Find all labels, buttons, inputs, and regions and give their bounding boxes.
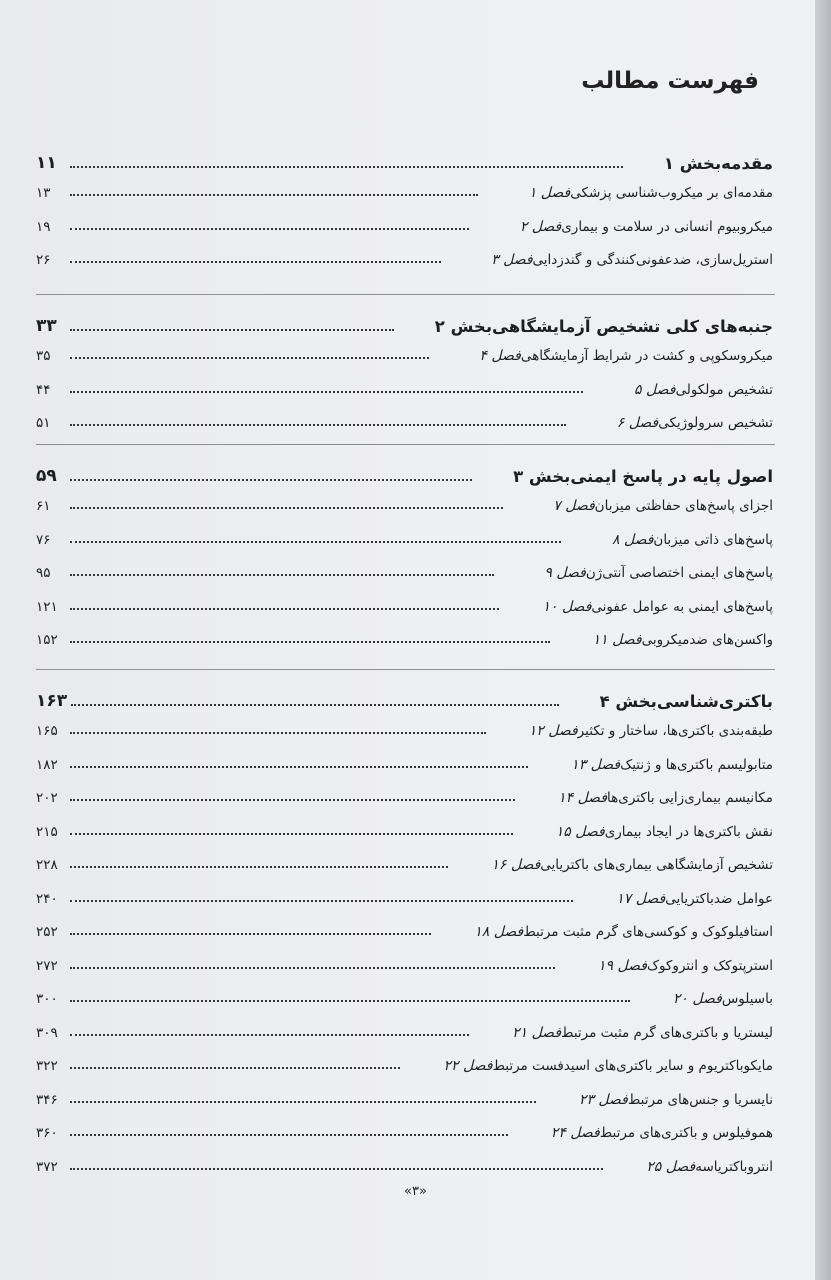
chapter-label-group — [587, 382, 775, 398]
chapter-page-number: ۳۲۲ — [36, 1058, 58, 1074]
dot-leader — [70, 329, 394, 331]
chapter-label-group — [570, 415, 775, 431]
chapter-label-group — [473, 219, 775, 235]
chapter-title: استریل‌سازی، ضدعفونی‌کنندگی و گندزدایی — [532, 252, 773, 268]
dot-leader — [70, 1134, 508, 1136]
chapter-entry[interactable] — [36, 1050, 775, 1074]
chapter-number: فصل ۷ — [553, 498, 595, 514]
dot-leader — [70, 900, 573, 902]
dot-leader — [70, 933, 431, 935]
toc-title: فهرست مطالب — [581, 68, 759, 94]
chapter-label-group — [473, 1025, 775, 1041]
section-separator — [36, 669, 775, 670]
chapter-title: پاسخ‌های ایمنی به عوامل عفونی — [591, 598, 773, 615]
chapter-page-number: ۱۵۲ — [36, 632, 58, 648]
dot-leader — [70, 608, 499, 610]
chapter-page-number: ۴۴ — [36, 381, 51, 398]
chapter-page-number: ۳۰۹ — [36, 1024, 58, 1041]
chapter-entry[interactable] — [36, 916, 775, 940]
dot-leader — [70, 866, 448, 868]
chapter-title: عوامل ضدباکتریایی — [665, 890, 773, 907]
chapter-number: فصل ۱ — [528, 185, 571, 201]
dot-leader — [70, 479, 472, 481]
chapter-entry[interactable] — [36, 816, 775, 840]
chapter-label-group — [577, 891, 775, 907]
dot-leader — [70, 574, 494, 576]
chapter-entry[interactable] — [36, 849, 775, 873]
part-label-group — [476, 467, 775, 486]
dot-leader — [70, 228, 469, 230]
chapter-label-group — [512, 1125, 775, 1141]
chapter-page-number: ۶۱ — [36, 498, 51, 514]
dot-leader — [70, 799, 515, 801]
chapter-entry[interactable] — [36, 340, 775, 364]
chapter-number: فصل ۲۵ — [646, 1158, 696, 1175]
chapter-number: فصل ۶ — [616, 415, 659, 431]
book-spine-shadow — [815, 0, 831, 1280]
chapter-number: فصل ۱۹ — [598, 957, 647, 974]
chapter-page-number: ۳۴۶ — [36, 1091, 58, 1108]
chapter-number: فصل ۹ — [544, 565, 586, 581]
dot-leader — [70, 166, 623, 168]
chapter-number: فصل ۲۳ — [578, 1091, 628, 1108]
chapter-title: پاسخ‌های ایمنی اختصاصی آنتی‌ژن — [585, 565, 773, 581]
chapter-entry[interactable] — [36, 591, 775, 615]
dot-leader — [70, 641, 550, 643]
chapter-title: نقش باکتری‌ها در ایجاد بیماری — [604, 823, 773, 840]
chapter-title: استافیلوکوک و کوکسی‌های گرم مثبت مرتبط — [523, 924, 773, 940]
dot-leader — [70, 1000, 630, 1002]
chapter-page-number: ۲۵۲ — [36, 924, 58, 940]
chapter-number: فصل ۱۸ — [474, 924, 524, 940]
part-page-number: ۳۳ — [36, 316, 57, 336]
chapter-title: مقدمه‌ای بر میکروب‌شناسی پزشکی — [570, 185, 773, 201]
chapter-number: فصل ۲ — [519, 218, 562, 235]
part-heading[interactable] — [36, 683, 775, 711]
chapter-label-group — [519, 790, 775, 806]
chapter-number: فصل ۱۳ — [571, 756, 621, 773]
dot-leader — [70, 507, 503, 509]
chapter-label-group — [532, 757, 775, 773]
part-number: بخش ۲ — [434, 317, 493, 336]
part-heading[interactable] — [36, 308, 775, 336]
dot-leader — [70, 357, 429, 359]
chapter-page-number: ۲۴۰ — [36, 890, 58, 907]
dot-leader — [70, 1067, 400, 1069]
chapter-label-group — [634, 991, 775, 1007]
part-number: بخش ۱ — [663, 154, 722, 173]
chapter-entry[interactable] — [36, 983, 775, 1007]
chapter-entry[interactable] — [36, 782, 775, 806]
chapter-label-group — [452, 857, 775, 873]
chapter-title: میکروبیوم انسانی در سلامت و بیماری — [561, 218, 773, 235]
chapter-page-number: ۷۶ — [36, 531, 51, 548]
chapter-entry[interactable] — [36, 1117, 775, 1141]
part-number: بخش ۳ — [513, 467, 571, 486]
chapter-entry[interactable] — [36, 177, 775, 201]
chapter-label-group — [498, 565, 775, 581]
chapter-number: فصل ۱۴ — [558, 790, 608, 806]
chapter-title: مایکوباکتریوم و سایر باکتری‌های اسیدفست مرتبط — [492, 1058, 773, 1074]
chapter-label-group — [482, 185, 775, 201]
dot-leader — [70, 1168, 603, 1170]
dot-leader — [70, 833, 513, 835]
chapter-page-number: ۳۵ — [36, 348, 51, 364]
chapter-title: باسیلوس — [721, 991, 773, 1007]
chapter-entry[interactable] — [36, 524, 775, 548]
chapter-title: استرپتوکک و انتروکوک — [646, 957, 773, 974]
chapter-label-group — [559, 958, 775, 974]
chapter-title: متابولیسم باکتری‌ها و ژنتیک — [620, 756, 773, 773]
chapter-title: هموفیلوس و باکتری‌های مرتبط — [599, 1125, 773, 1141]
dot-leader — [70, 541, 561, 543]
chapter-title: تشخیص آزمایشگاهی بیماری‌های باکتریایی — [540, 857, 773, 873]
section-separator — [36, 294, 775, 295]
chapter-label-group — [554, 632, 775, 648]
dot-leader — [70, 967, 555, 969]
chapter-page-number: ۲۰۲ — [36, 790, 58, 806]
chapter-label-group — [607, 1159, 775, 1175]
dot-leader — [70, 732, 486, 734]
chapter-entry[interactable] — [36, 407, 775, 431]
chapter-entry[interactable] — [36, 244, 775, 268]
chapter-number: فصل ۲۴ — [550, 1125, 600, 1141]
part-page-number: ۱۶۳ — [36, 691, 68, 711]
chapter-label-group — [507, 498, 775, 514]
chapter-title: تشخیص مولکولی — [675, 381, 773, 398]
chapter-entry[interactable] — [36, 211, 775, 235]
chapter-number: فصل ۵ — [634, 381, 676, 398]
dot-leader — [70, 261, 441, 263]
chapter-page-number: ۲۶ — [36, 252, 51, 268]
chapter-entry[interactable] — [36, 624, 775, 648]
chapter-page-number: ۵۱ — [36, 415, 51, 431]
chapter-label-group — [540, 1092, 775, 1108]
chapter-entry[interactable] — [36, 1017, 775, 1041]
chapter-page-number: ۱۲۱ — [36, 598, 58, 615]
chapter-number: فصل ۱۰ — [542, 598, 592, 615]
chapter-page-number: ۹۵ — [36, 565, 51, 581]
chapter-title: پاسخ‌های ذاتی میزبان — [653, 531, 773, 548]
dot-leader — [70, 391, 583, 393]
chapter-label-group — [404, 1058, 775, 1074]
chapter-label-group — [503, 599, 775, 615]
chapter-label-group — [433, 348, 775, 364]
chapter-entry[interactable] — [36, 557, 775, 581]
chapter-title: انتروباکتریاسه — [695, 1158, 773, 1175]
dot-leader — [70, 766, 528, 768]
part-number: بخش ۴ — [599, 692, 657, 711]
dot-leader — [70, 194, 478, 196]
chapter-number: فصل ۱۲ — [528, 723, 578, 739]
chapter-label-group — [565, 532, 775, 548]
chapter-title: لیستریا و باکتری‌های گرم مثبت مرتبط — [561, 1024, 773, 1041]
dot-leader — [70, 1034, 469, 1036]
chapter-entry[interactable] — [36, 490, 775, 514]
part-label-group — [398, 317, 775, 336]
chapter-title: طبقه‌بندی باکتری‌ها، ساختار و تکثیر — [577, 723, 773, 739]
chapter-title: واکسن‌های ضدمیکروبی — [641, 632, 773, 648]
chapter-page-number: ۱۶۵ — [36, 723, 58, 739]
chapter-title: نایسریا و جنس‌های مرتبط — [627, 1091, 773, 1108]
chapter-label-group — [445, 252, 775, 268]
chapter-page-number: ۲۷۲ — [36, 957, 58, 974]
chapter-page-number: ۱۸۲ — [36, 756, 58, 773]
dot-leader — [71, 704, 559, 706]
part-title: مقدمه — [721, 154, 773, 173]
chapter-number: فصل ۴ — [479, 348, 521, 364]
chapter-number: فصل ۲۱ — [512, 1024, 562, 1041]
chapter-page-number: ۲۲۸ — [36, 857, 58, 873]
chapter-number: فصل ۱۶ — [491, 857, 541, 873]
part-page-number: ۱۱ — [36, 153, 57, 173]
chapter-title: مکانیسم بیماری‌زایی باکتری‌ها — [607, 790, 773, 806]
chapter-title: میکروسکوپی و کشت در شرایط آزمایشگاهی — [520, 348, 773, 364]
chapter-label-group — [517, 824, 775, 840]
chapter-entry[interactable] — [36, 1084, 775, 1108]
part-heading[interactable] — [36, 145, 775, 173]
chapter-title: اجزای پاسخ‌های حفاظتی میزبان — [594, 498, 773, 514]
section-separator — [36, 444, 775, 445]
chapter-entry[interactable] — [36, 749, 775, 773]
dot-leader — [70, 424, 566, 426]
chapter-entry[interactable] — [36, 715, 775, 739]
chapter-page-number: ۲۱۵ — [36, 823, 58, 840]
part-label-group — [563, 692, 775, 711]
chapter-label-group — [435, 924, 775, 940]
chapter-label-group — [490, 723, 775, 739]
dot-leader — [70, 1101, 536, 1103]
chapter-number: فصل ۱۵ — [555, 823, 605, 840]
chapter-entry[interactable] — [36, 950, 775, 974]
chapter-number: فصل ۱۱ — [592, 632, 642, 648]
chapter-number: فصل ۸ — [611, 531, 654, 548]
chapter-page-number: ۱۹ — [36, 218, 51, 235]
chapter-page-number: ۳۶۰ — [36, 1125, 58, 1141]
part-title: جنبه‌های کلی تشخیص آزمایشگاهی — [492, 317, 773, 336]
part-page-number: ۵۹ — [36, 466, 57, 486]
part-title: باکتری‌شناسی — [656, 692, 773, 711]
chapter-number: فصل ۳ — [491, 252, 533, 268]
part-label-group — [627, 154, 775, 173]
chapter-number: فصل ۱۷ — [616, 890, 666, 907]
chapter-entry[interactable] — [36, 374, 775, 398]
chapter-number: فصل ۲۲ — [443, 1058, 493, 1074]
chapter-entry[interactable] — [36, 883, 775, 907]
chapter-page-number: ۳۰۰ — [36, 991, 58, 1007]
part-heading[interactable] — [36, 458, 775, 486]
part-title: اصول پایه در پاسخ ایمنی — [570, 467, 773, 486]
chapter-entry[interactable] — [36, 1151, 775, 1175]
page-number: «۳» — [404, 1184, 427, 1199]
chapter-number: فصل ۲۰ — [672, 991, 722, 1007]
chapter-page-number: ۱۳ — [36, 185, 51, 201]
chapter-page-number: ۳۷۲ — [36, 1158, 58, 1175]
chapter-title: تشخیص سرولوژیکی — [658, 415, 773, 431]
